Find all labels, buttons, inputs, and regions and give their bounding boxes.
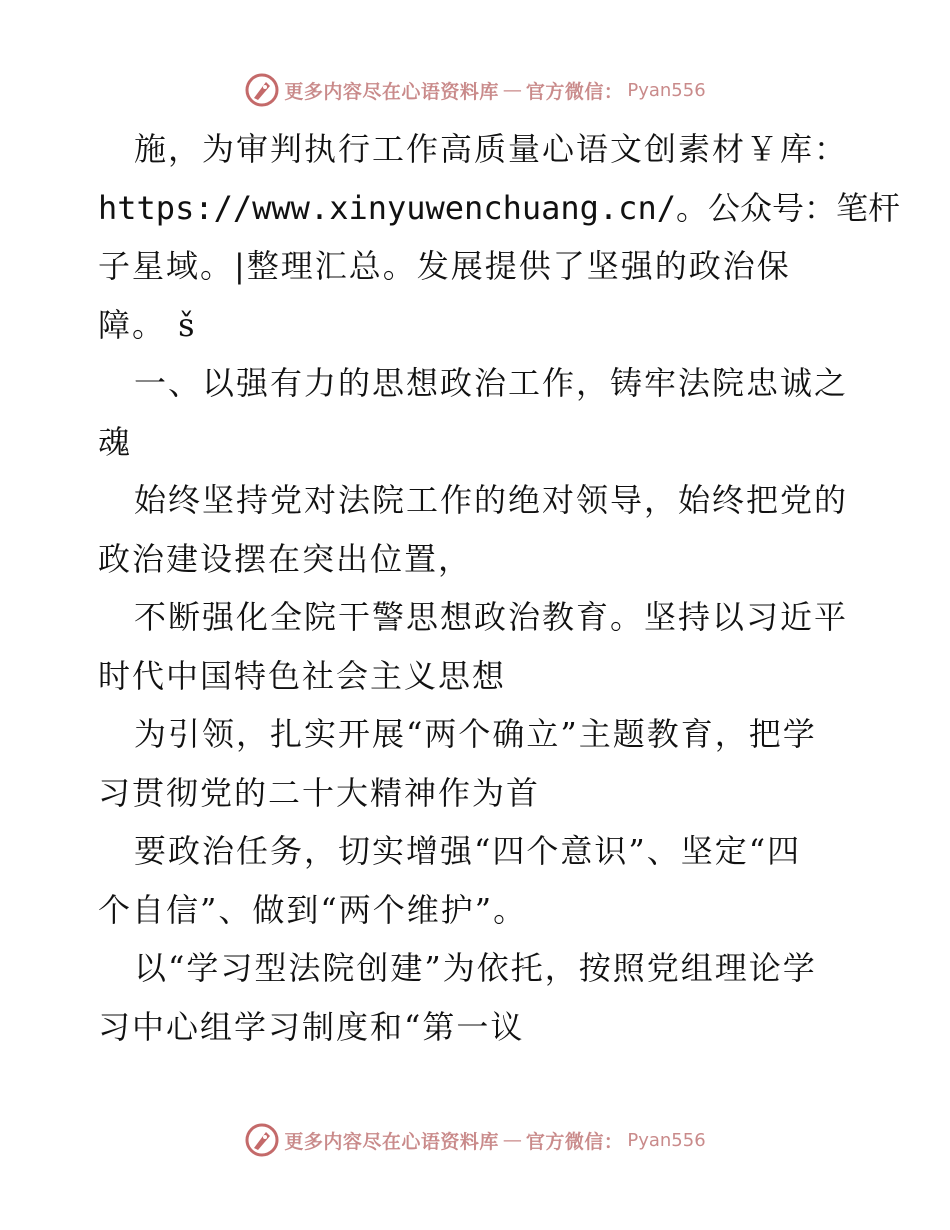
watermark-text: 更多内容尽在心语资料库: [284, 1130, 499, 1153]
pen-nib-logo-icon: [244, 1122, 280, 1158]
text-line: 不断强化全院干警思想政治教育。坚持以习近平: [134, 598, 849, 636]
text-line: 障。 š: [98, 305, 197, 344]
watermark-wechat-id: Pyan556: [627, 79, 706, 101]
paragraph: [98, 588, 858, 705]
paragraph: [98, 939, 858, 1056]
paragraph: [98, 471, 858, 588]
watermark-dash: —: [502, 1129, 522, 1151]
section-heading: [98, 354, 858, 471]
text-line: 施，为审判执行工作高质量心语文创素材￥库：: [134, 130, 849, 168]
pen-nib-logo-icon: [244, 72, 280, 108]
text-line: 一、以强有力的思想政治工作，铸牢法院忠诚之: [134, 364, 849, 402]
paragraph: [98, 705, 858, 822]
watermark-text: 更多内容尽在心语资料库: [284, 80, 499, 103]
text-line: 习贯彻党的二十大精神作为首: [98, 773, 541, 812]
text-line: 始终坚持党对法院工作的绝对领导，始终把党的: [134, 481, 849, 519]
watermark-wechat-label: 官方微信：: [525, 80, 624, 103]
header-watermark: [0, 70, 950, 110]
footer-watermark: [0, 1120, 950, 1160]
watermark-dash: —: [502, 79, 522, 101]
text-line: 以“学习型法院创建”为依托，按照党组理论学: [134, 949, 817, 987]
text-line: https://www.xinyuwenchuang.cn/。公众号：笔杆: [98, 188, 900, 227]
text-line: 政治建设摆在突出位置，: [98, 539, 473, 578]
watermark-wechat-id: Pyan556: [627, 1129, 706, 1151]
document-body: [98, 120, 900, 1056]
text-line: 为引领，扎实开展“两个确立”主题教育，把学: [134, 715, 817, 753]
text-line: 子星域。|整理汇总。发展提供了坚强的政治保: [98, 247, 791, 285]
paragraph: [98, 120, 900, 354]
paragraph: [98, 822, 858, 939]
text-line: 魂: [98, 422, 133, 461]
text-line: 习中心组学习制度和“第一议: [98, 1007, 525, 1046]
text-line: 要政治任务，切实增强“四个意识”、坚定“四: [134, 832, 802, 870]
text-line: 时代中国特色社会主义思想: [98, 656, 507, 695]
watermark-wechat-label: 官方微信：: [525, 1130, 624, 1153]
text-line: 个自信”、做到“两个维护”。: [98, 890, 528, 929]
